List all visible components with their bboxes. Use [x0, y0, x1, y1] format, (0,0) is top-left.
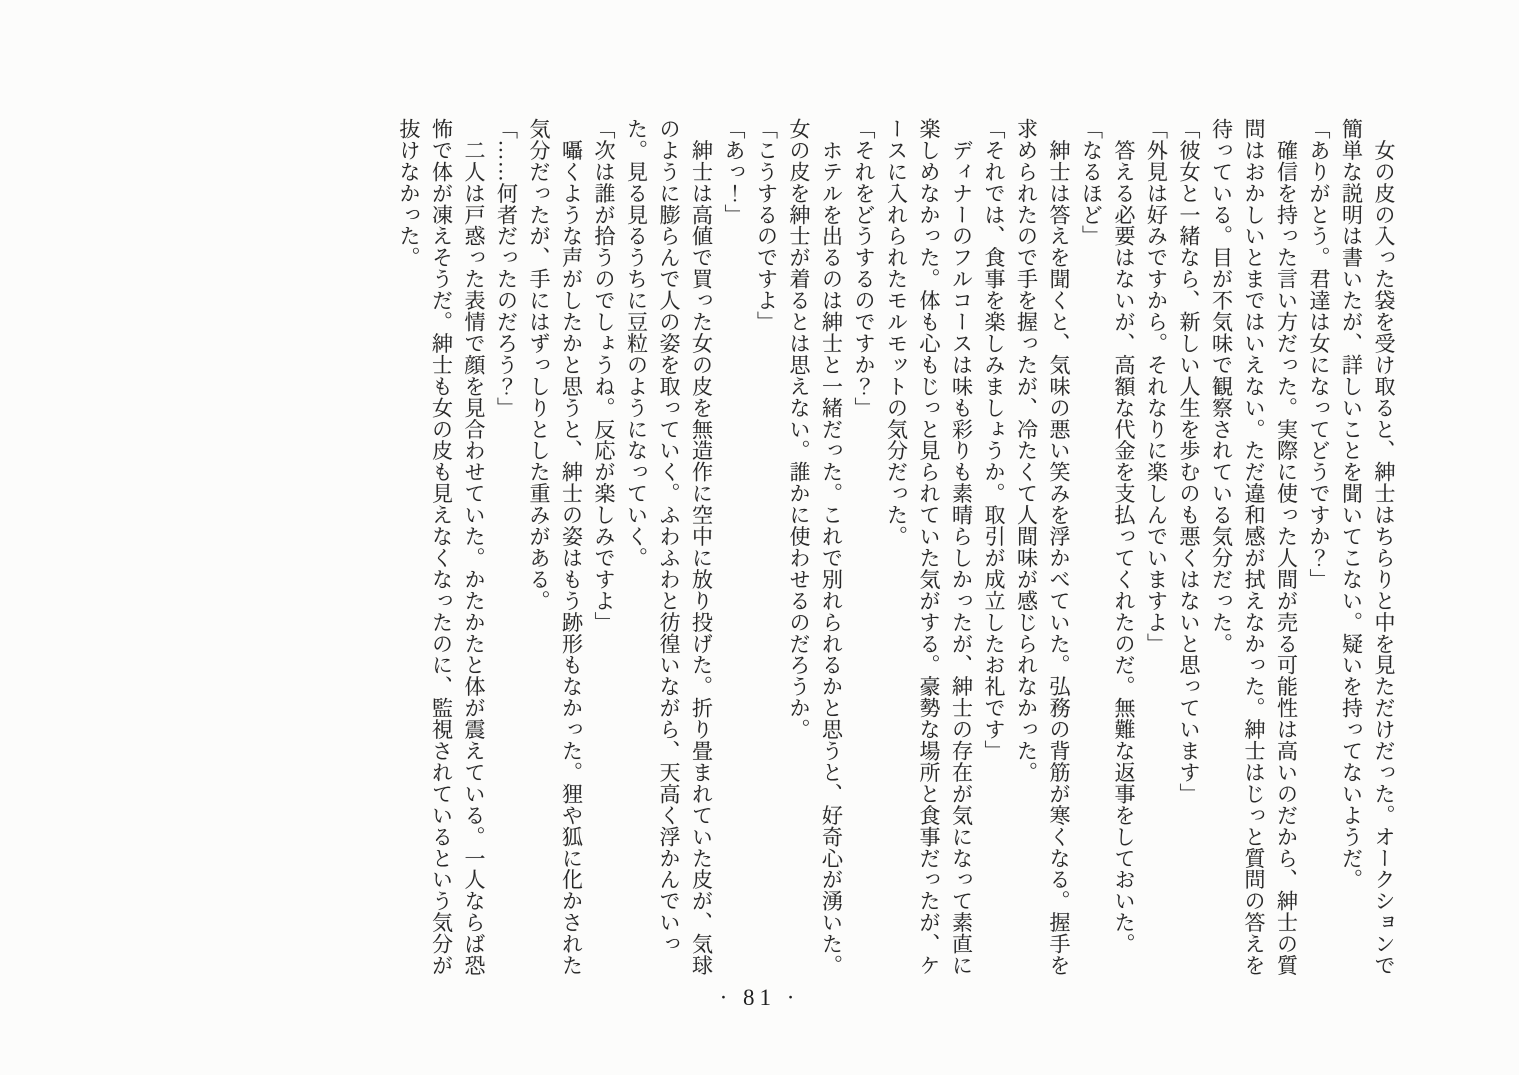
story-paragraph: 紳士は答えを聞くと、気味の悪い笑みを浮かべていた。弘務の背筋が寒くなる。握手を求められたので手を握ったが、冷たくて人間味が感じられなかった。 [1014, 118, 1071, 976]
story-paragraph: 囁くような声がしたかと思うと、紳士の姿はもう跡形もなかった。狸や狐に化かされた気分だったが、手にはずっしりとした重みがある。 [527, 118, 584, 976]
story-paragraph-dialogue: 「……何者だったのだろう？」 [494, 118, 519, 419]
story-paragraph: ホテルを出るのは紳士と一緒だった。これで別れられるかと思うと、好奇心が湧いた。女の皮を紳士が着るとは思えない。誰かに使わせるのだろうか。 [787, 118, 844, 976]
story-paragraph-dialogue: 「ありがとう。君達は女になってどうですか？」 [1307, 118, 1331, 590]
story-paragraph: ディナーのフルコースは味も彩りも素晴らしかったが、紳士の存在が気になって素直に楽しめなかった。体も心もじっと見られていた気がする。豪勢な場所と食事だったが、ケースに入れられたモルモットの気分だった。 [884, 118, 974, 976]
story-paragraph-dialogue: 「彼女と一緒なら、新しい人生を歩むのも悪くはないと思っています」 [1177, 118, 1201, 805]
page-number: · 81 · [719, 985, 800, 1010]
story-paragraph-dialogue: 「外見は好みですから。それなりに楽しんでいますよ」 [1144, 118, 1169, 655]
story-paragraph-dialogue: 「次は誰が拾うのでしょうね。反応が楽しみですよ」 [592, 118, 616, 633]
story-paragraph-dialogue: 「こうするのですよ」 [754, 118, 779, 333]
story-paragraph-dialogue: 「それでは、食事を楽しみましょうか。取引が成立したお礼です」 [982, 118, 1006, 762]
story-paragraph: 答える必要はないが、高額な代金を支払ってくれたのだ。無難な返事をしておいた。 [1112, 118, 1136, 955]
story-paragraph: 紳士は高値で買った女の皮を無造作に空中に放り投げた。折り畳まれていた皮が、気球のように膨らんで人の姿を取っていく。ふわふわと彷徨いながら、天高く浮かんでいった。見る見るうちに豆粒のようになっていく。 [624, 118, 714, 976]
vertical-text-block [393, 118, 1401, 976]
story-paragraph: 確信を持った言い方だった。実際に使った人間が売る可能性は高いのだから、紳士の質問はおかしいとまではいえない。ただ違和感が拭えなかった。紳士はじっと質問の答えを待っている。目が不気味で観察されている気分だった。 [1209, 118, 1299, 976]
story-paragraph-dialogue: 「あっ！」 [722, 118, 746, 226]
story-paragraph: 女の皮の入った袋を受け取ると、紳士はちらりと中を見ただけだった。オークションで簡単な説明は書いたが、詳しいことを聞いてこない。疑いを持ってないようだ。 [1339, 118, 1396, 976]
story-paragraph-dialogue: 「なるほど」 [1079, 118, 1104, 247]
story-paragraph-dialogue: 「それをどうするのですか？」 [852, 118, 876, 419]
story-paragraph: 二人は戸惑った表情で顔を見合わせていた。かたかたと体が震えている。一人ならば恐怖で体が凍えそうだ。紳士も女の皮も見えなくなったのに、監視されているという気分が抜けなかった。 [397, 118, 486, 977]
